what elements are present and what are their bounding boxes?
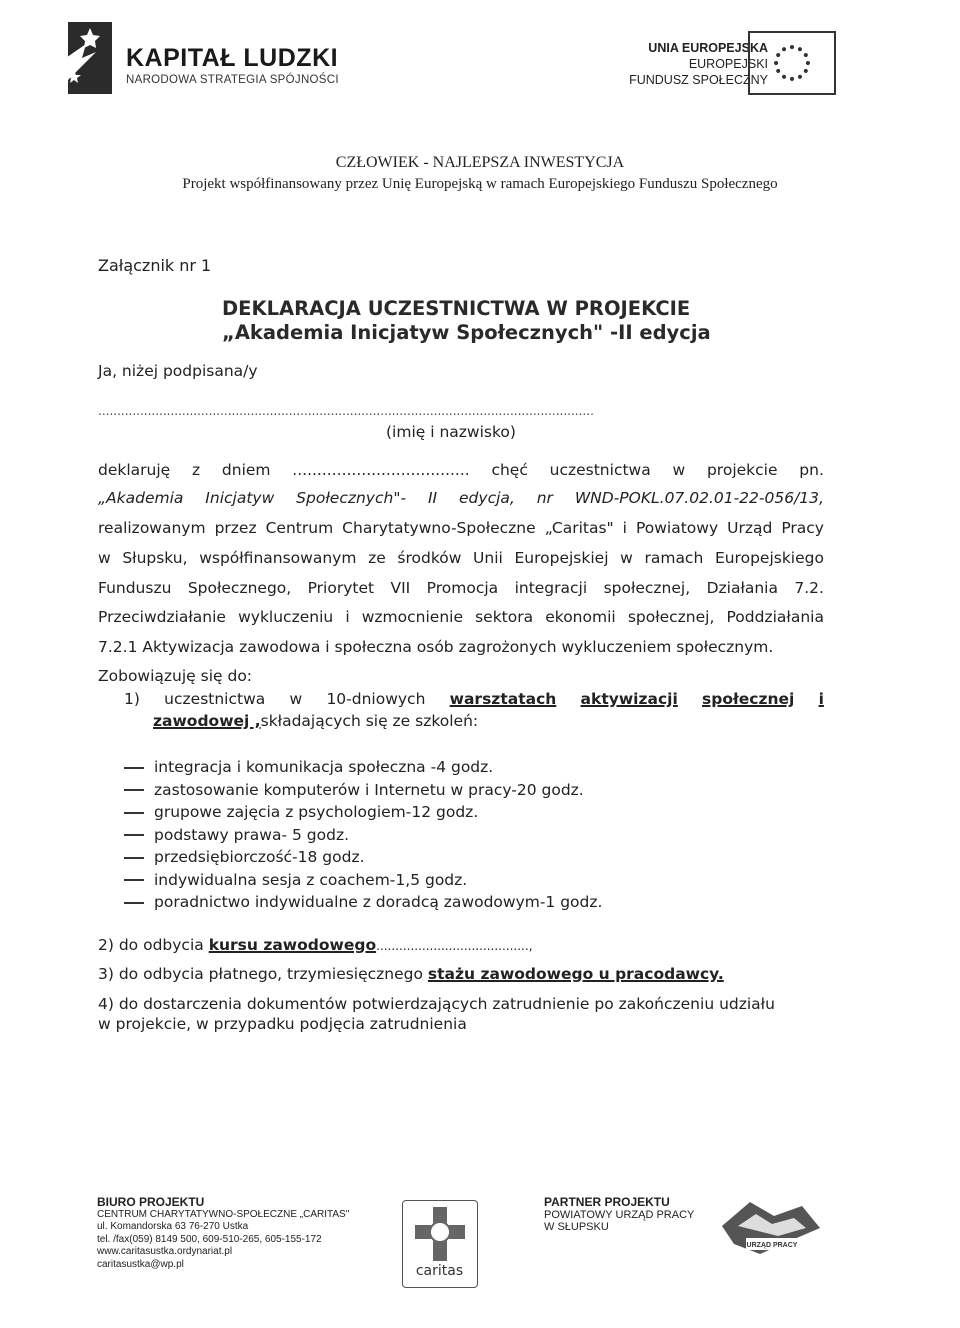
word: realizowanym xyxy=(98,519,206,537)
cofinancing-note: Projekt współfinansowany przez Unię Europejską w ramach Europejskiego Funduszu Społecznego xyxy=(182,176,778,192)
eu-star-icon xyxy=(782,75,786,79)
body-line-3 xyxy=(98,519,824,537)
word: i xyxy=(345,608,350,626)
body-line-6 xyxy=(98,608,824,626)
office-email: caritasustka@wp.pl xyxy=(97,1258,184,1270)
point-2-underlined: kursu zawodowego xyxy=(208,936,377,954)
eu-star-icon xyxy=(776,53,780,57)
list-item xyxy=(124,781,602,804)
word: sektora xyxy=(475,608,534,626)
training-item-text: przedsiębiorczość-18 godz. xyxy=(154,848,365,866)
word: Powiatowy xyxy=(635,519,719,537)
word: przez xyxy=(214,519,257,537)
caritas-cross-icon xyxy=(415,1207,465,1261)
partner-line-2: W SŁUPSKU xyxy=(544,1221,609,1233)
list-item xyxy=(124,803,602,826)
word: w xyxy=(98,549,111,567)
point-2-text: 2) do odbycia xyxy=(98,936,209,954)
word: Inicjatyw xyxy=(205,489,275,507)
intro-text: Ja, niżej podpisana/y xyxy=(98,362,258,380)
office-address: ul. Komandorska 63 76-270 Ustka xyxy=(97,1221,249,1232)
word: społecznej, xyxy=(627,608,715,626)
word: wykluczeniu xyxy=(238,608,334,626)
training-item-text: grupowe zajęcia z psychologiem-12 godz. xyxy=(154,803,479,821)
dash-icon xyxy=(124,767,144,769)
point-1-line-1 xyxy=(124,690,824,708)
point-2 xyxy=(98,936,533,954)
word: z xyxy=(191,461,201,479)
caritas-logo xyxy=(402,1200,478,1288)
word: Pracy xyxy=(781,519,824,537)
eu-star-icon xyxy=(798,47,802,51)
eu-line-1: UNIA EUROPEJSKA xyxy=(648,41,768,55)
point-3 xyxy=(98,965,724,983)
word: Słupsku, xyxy=(122,549,188,567)
logo-title: KAPITAŁ LUDZKI xyxy=(126,44,339,72)
word: II xyxy=(427,489,438,507)
project-office-block xyxy=(97,1196,349,1271)
list-item xyxy=(124,871,602,894)
office-org: CENTRUM CHARYTATYWNO-SPOŁECZNE „CARITAS" xyxy=(97,1208,350,1220)
training-item-text: integracja i komunikacja społeczna -4 godz. xyxy=(154,758,494,776)
project-name-title: „Akademia Inicjatyw Społecznych" -II edycja xyxy=(222,321,711,344)
dash-icon xyxy=(124,879,144,881)
motto: CZŁOWIEK - NAJLEPSZA INWESTYCJA xyxy=(335,154,625,171)
office-phone: tel. /fax(059) 8149 500, 609-510-265, 605-155-172 xyxy=(97,1233,322,1245)
word: Promocja xyxy=(426,579,499,597)
training-item-text: zastosowanie komputerów i Internetu w pracy-20 godz. xyxy=(154,780,584,799)
training-item-text: poradnictwo indywidualne z doradcą zawodowym-1 godz. xyxy=(154,893,603,911)
word: Poddziałania xyxy=(726,608,824,626)
word: WND-POKL.07.02.01-22-056/13, xyxy=(574,489,824,507)
word: Europejskiego xyxy=(714,549,824,567)
point-1-line-2 xyxy=(153,712,478,730)
point-3-underlined: stażu zawodowego u pracodawcy. xyxy=(427,965,724,983)
training-list xyxy=(124,758,602,916)
point-4-line-1: 4) do dostarczenia dokumentów potwierdzających zatrudnienie po zakończeniu udziału xyxy=(98,995,775,1013)
word: Europejskiej xyxy=(514,549,609,567)
word: Charytatywno-Społeczne xyxy=(342,519,536,537)
point-1-underlined-word: warsztatach xyxy=(449,690,557,708)
kapital-ludzki-logo-icon xyxy=(60,22,112,94)
urzad-pracy-logo-icon xyxy=(716,1196,826,1262)
point-1-underlined-word: i xyxy=(818,690,824,708)
word: Funduszu xyxy=(98,579,172,597)
point-1-underlined-word: społecznej xyxy=(702,690,795,708)
eu-star-icon xyxy=(790,45,794,49)
list-item xyxy=(124,826,602,849)
logo-subtitle: NARODOWA STRATEGIA SPÓJNOŚCI xyxy=(126,74,339,86)
word: Urząd xyxy=(727,519,773,537)
word: Społecznego, xyxy=(187,579,292,597)
name-field-dots: .................................................................................................................................. xyxy=(98,404,594,418)
office-www: www.caritasustka.ordynariat.pl xyxy=(97,1246,233,1257)
eu-star-icon xyxy=(776,69,780,73)
word: wzmocnienie xyxy=(361,608,463,626)
word: „Akademia xyxy=(98,489,184,507)
point-1-number: 1) xyxy=(124,690,140,708)
word: Działania xyxy=(706,579,778,597)
eu-line-2: EUROPEJSKI xyxy=(688,57,768,71)
eu-star-icon xyxy=(790,77,794,81)
point-1-word: uczestnictwa xyxy=(164,690,266,708)
body-line-5 xyxy=(98,579,824,597)
project-line xyxy=(98,489,824,507)
eu-star-icon xyxy=(804,69,808,73)
eu-flag-icon xyxy=(748,31,836,95)
word: 7.2. xyxy=(794,579,824,597)
point-1-rest: składających się ze szkoleń: xyxy=(260,712,479,730)
word: społecznej, xyxy=(603,579,691,597)
word: Społecznych"- xyxy=(296,489,407,507)
dash-icon xyxy=(124,834,144,836)
partner-line-1: POWIATOWY URZĄD PRACY xyxy=(544,1208,695,1221)
word: Przeciwdziałanie xyxy=(98,608,226,626)
commit-heading: Zobowiązuję się do: xyxy=(98,667,253,685)
point-3-text: 3) do odbycia płatnego, trzymiesięcznego xyxy=(98,965,428,983)
name-caption: (imię i nazwisko) xyxy=(386,423,516,441)
partner-logo-text: URZĄD PRACY xyxy=(746,1242,798,1249)
eu-star-icon xyxy=(806,61,810,65)
word: i xyxy=(622,519,627,537)
word: ekonomii xyxy=(545,608,616,626)
point-4-line-2: w projekcie, w przypadku podjęcia zatrudnienia xyxy=(98,1015,467,1033)
partner-block xyxy=(544,1196,694,1234)
eu-star-icon xyxy=(782,47,786,51)
word: Priorytet xyxy=(307,579,375,597)
word: deklaruję xyxy=(98,461,171,479)
dash-icon xyxy=(124,812,144,814)
word: Centrum xyxy=(265,519,334,537)
word: uczestnictwa xyxy=(549,461,651,479)
word: .................................... xyxy=(292,461,470,479)
word: ze xyxy=(368,549,386,567)
dash-icon xyxy=(124,902,144,904)
word: dniem xyxy=(221,461,271,479)
word: edycja, xyxy=(459,489,515,507)
dash-icon xyxy=(124,857,144,859)
eu-line-3: FUNDUSZ SPOŁECZNY xyxy=(629,73,768,87)
list-item xyxy=(124,893,602,916)
dash-icon xyxy=(124,789,144,791)
point-1-underlined-word: aktywizacji xyxy=(580,690,678,708)
body-line-7: 7.2.1 Aktywizacja zawodowa i społeczna osób zagrożonych wykluczeniem społecznym. xyxy=(98,638,774,656)
word: nr xyxy=(536,489,553,507)
point-1-word: 10-dniowych xyxy=(326,690,426,708)
list-item xyxy=(124,758,602,781)
training-item-text: indywidualna sesja z coachem-1,5 godz. xyxy=(154,870,468,889)
word: Unii xyxy=(473,549,503,567)
document-title: DEKLARACJA UCZESTNICTWA W PROJEKCIE xyxy=(222,297,691,320)
word: pn. xyxy=(799,461,824,479)
eu-star-icon xyxy=(774,61,778,65)
eu-star-icon xyxy=(804,53,808,57)
word: chęć xyxy=(491,461,528,479)
attachment-label: Załącznik nr 1 xyxy=(98,256,212,275)
word: „Caritas" xyxy=(544,519,614,537)
point-1-word: w xyxy=(289,690,303,708)
partner-title: PARTNER PROJEKTU xyxy=(544,1195,670,1209)
word: współfinansowanym xyxy=(199,549,357,567)
office-title: BIURO PROJEKTU xyxy=(97,1195,205,1209)
point-1-underlined-cont: zawodowej , xyxy=(153,712,261,730)
word: VII xyxy=(390,579,411,597)
body-line-4 xyxy=(98,549,824,567)
point-2-dots: ........................................, xyxy=(376,939,533,953)
eu-star-icon xyxy=(798,75,802,79)
word: ramach xyxy=(644,549,704,567)
word: w xyxy=(620,549,633,567)
training-item-text: podstawy prawa- 5 godz. xyxy=(154,825,350,844)
list-item xyxy=(124,848,602,871)
declare-line xyxy=(98,461,824,479)
word: projekcie xyxy=(706,461,778,479)
caritas-label: caritas xyxy=(415,1263,464,1279)
word: środków xyxy=(397,549,462,567)
word: w xyxy=(672,461,686,479)
word: integracji xyxy=(514,579,588,597)
